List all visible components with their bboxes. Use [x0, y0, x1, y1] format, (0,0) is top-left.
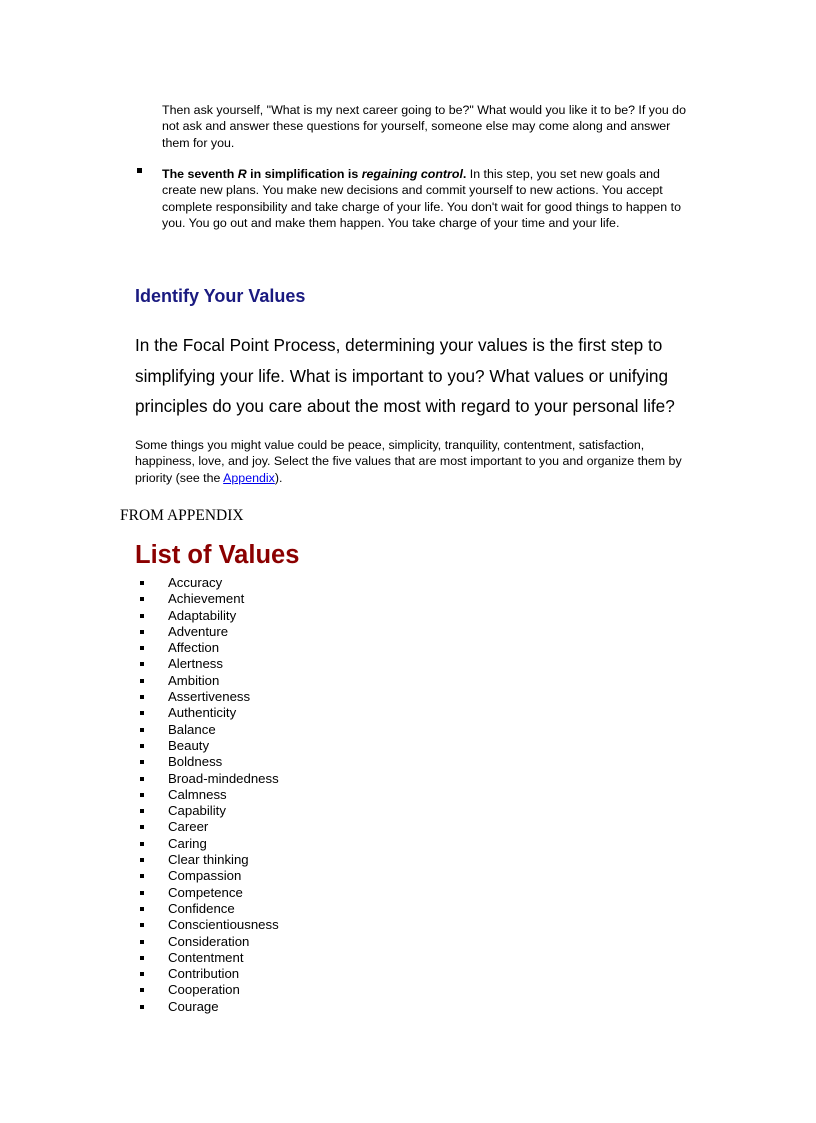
bullet-marker: [140, 630, 144, 634]
section-heading: Identify Your Values: [135, 286, 306, 306]
value-label: Broad-mindedness: [168, 770, 279, 786]
bullet-marker: [140, 891, 144, 895]
bullet-marker: [140, 777, 144, 781]
bullet-marker: [140, 874, 144, 878]
seventh-r-body: In this step, you set new goals and create new plans. You make new decisions and commit yourself to new actions. You accept complete responsibility and take charge of your life. You don't wait for good things to happen to you. You go out and make them happen. You take charge of your time and your life.: [162, 167, 681, 230]
values-paragraph-text-end: ).: [274, 470, 283, 485]
value-label: Affection: [168, 640, 220, 656]
bullet-marker: [140, 597, 144, 601]
value-label: Consideration: [168, 933, 250, 949]
bullet-marker: [140, 858, 144, 862]
value-label: Conscientiousness: [168, 917, 279, 933]
value-label: Assertiveness: [168, 689, 251, 705]
value-label: Compassion: [168, 868, 242, 884]
value-label: Beauty: [168, 737, 210, 753]
appendix-link[interactable]: Appendix: [223, 470, 275, 485]
value-label: Alertness: [168, 656, 223, 672]
bullet-marker: [140, 728, 144, 732]
bullet-marker: [140, 988, 144, 992]
bullet-marker: [140, 679, 144, 683]
seventh-r-lead-part: The seventh: [162, 167, 238, 181]
bullet-marker: [140, 744, 144, 748]
value-label: Boldness: [168, 754, 223, 770]
value-label: Cooperation: [168, 982, 240, 998]
value-label: Competence: [168, 884, 243, 900]
focal-point-paragraph: In the Focal Point Process, determining your values is the first step to simplifying your life. What is important to you? What values or unifying principles do you care about the most with regard to your personal life?: [135, 335, 675, 416]
bullet-marker: [140, 662, 144, 666]
bullet-marker: [140, 1005, 144, 1009]
value-label: Caring: [168, 835, 207, 851]
value-label: Courage: [168, 998, 219, 1014]
value-label: Career: [168, 819, 209, 835]
value-label: Confidence: [168, 900, 235, 916]
seventh-r-emphasis: regaining control: [361, 167, 463, 181]
bullet-marker: [140, 940, 144, 944]
bullet-marker: [140, 614, 144, 618]
value-label: Accuracy: [168, 575, 223, 590]
seventh-r-lead-part: in simplification is: [246, 167, 362, 181]
bullet-marker: [140, 695, 144, 699]
value-label: Achievement: [168, 591, 245, 607]
from-appendix-label: FROM APPENDIX: [120, 507, 244, 524]
bullet-marker: [140, 923, 144, 927]
bullet-marker: [140, 907, 144, 911]
bullet-marker: [140, 760, 144, 764]
bullet-marker: [140, 646, 144, 650]
seventh-r-lead-part: .: [462, 167, 467, 181]
values-paragraph-text: Some things you might value could be peace, simplicity, tranquility, contentment, satisfaction, happiness, love, and joy. Select the five values that are most important to you and organize them by priority (see the: [135, 438, 682, 485]
list-title: List of Values: [135, 541, 300, 569]
seventh-r-letter: R: [237, 167, 247, 181]
value-label: Clear thinking: [168, 852, 249, 868]
value-label: Ambition: [168, 672, 220, 688]
value-label: Capability: [168, 803, 226, 819]
bullet-marker: [140, 842, 144, 846]
value-label: Calmness: [168, 786, 227, 802]
bullet-marker: [137, 168, 142, 173]
value-label: Adventure: [168, 623, 229, 639]
bullet-marker: [140, 581, 144, 585]
bullet-marker: [140, 809, 144, 813]
seventh-r-paragraph: [162, 166, 692, 231]
bullet-marker: [140, 825, 144, 829]
value-label: Balance: [168, 721, 216, 737]
value-label: Authenticity: [168, 705, 237, 721]
bullet-marker: [140, 972, 144, 976]
intro-paragraph: Then ask yourself, "What is my next career going to be?" What would you like it to be? If you do not ask and answer these questions for yourself, someone else may come along and answer them for you.: [162, 103, 686, 150]
bullet-marker: [140, 711, 144, 715]
seventh-r-lead: [162, 167, 466, 181]
bullet-marker: [140, 793, 144, 797]
bullet-marker: [140, 956, 144, 960]
values-paragraph: [135, 437, 695, 486]
value-label: Contentment: [168, 949, 244, 965]
value-label: Contribution: [168, 966, 240, 982]
value-label: Adaptability: [168, 607, 237, 623]
